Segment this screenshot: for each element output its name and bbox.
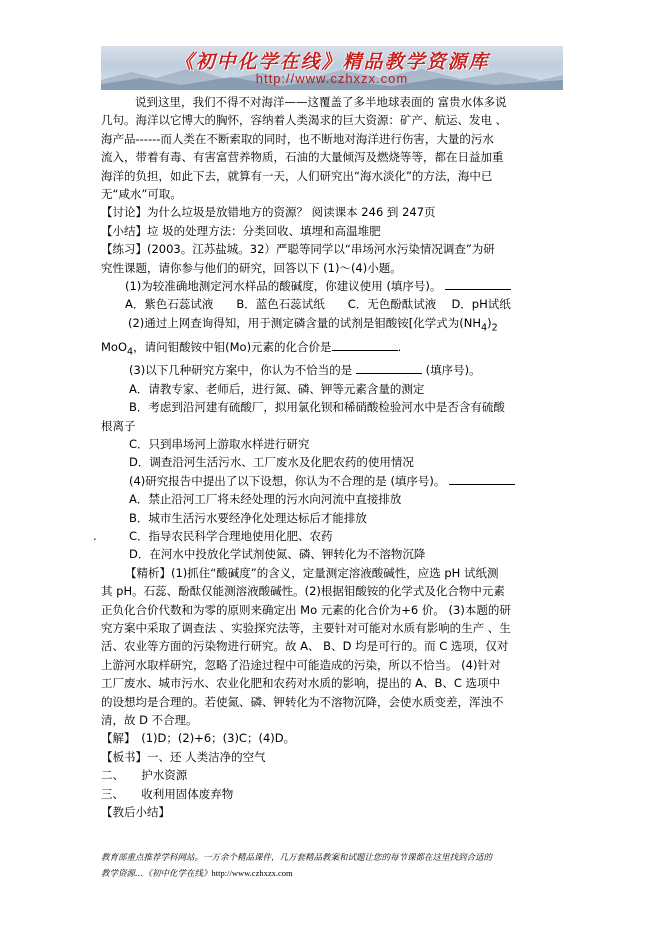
board-line: 二、 护水资源 [101, 768, 188, 783]
paragraph-line: 无“咸水”可取。 [101, 187, 182, 202]
answer-line: 【解】 (1)D；(2)+6；(3)C；(4)D。 [101, 731, 296, 746]
question-3-option: B．考虑到沿河建有硫酸厂，拟用氯化钡和稀硝酸检验河水中是否含有硫酸 [129, 400, 505, 415]
analysis-line: 活、农业等方面的污染物进行研究。故 A、 B、D 均是可行的。而 C 选项，仅对 [101, 639, 509, 654]
question-1-options: A．紫色石蕊试液 B．蓝色石蕊试纸 C．无色酚酞试液 D．pH试纸 [125, 297, 511, 312]
question-3-option: D．调查沿河生活污水、工厂废水及化肥农药的使用情况 [129, 455, 414, 470]
question-4-stem: (4)研究报告中提出了以下设想，你认为不合理的是 (填序号)。 [101, 472, 567, 490]
board-line: 【教后小结】 [101, 805, 170, 820]
analysis-line: 究方案中采取了调查法 、实验探究法等，主要针对可能对水质有影响的生产 、生 [101, 620, 511, 635]
question-2-line: MoO$_4$，请问钼酸铵中钼(Mo)元素的化合价是 . [101, 339, 402, 357]
summary-line: 【小结】垃 圾的处理方法：分类回收、填埋和高温堆肥 [101, 223, 381, 238]
paragraph-line: 海洋的负担，如此下去，就算有一天，人们研究出“海水淡化”的方法，海中已 [101, 168, 493, 183]
question-3-option: 根离子 [101, 418, 136, 433]
paragraph-line: 说到这里，我们不得不对海洋——这覆盖了多半地球表面的 富贵水体多说 [135, 95, 507, 109]
question-3-option: A．请教专家、老师后，进行氮、磷、钾等元素含量的测定 [129, 381, 425, 396]
analysis-line: 【精析】(1)抓住“酸碱度”的含义，定量测定溶液酸碱性，应选 pH 试纸测 [125, 565, 499, 580]
question-4-option: D．在河水中投放化学试剂使氮、磷、钾转化为不溶物沉降 [129, 547, 426, 562]
answer-blank [445, 277, 511, 290]
exercise-line: 【练习】(2003。江苏盐城。32）严聪等同学以“串场河水污染情况调查”为研 [101, 242, 495, 257]
question-4-option: A．禁止沿河工厂将未经处理的污水向河流中直接排放 [129, 492, 402, 507]
analysis-line: 正负化合价代数和为零的原则来确定出 Mo 元素的化合价为+6 价。 (3)本题的研 [101, 602, 511, 617]
question-1-stem: (1)为较准确地测定河水样品的酸碱度，你建议使用 (填序号)。 [101, 277, 567, 295]
footer-line: 教学资源…《初中化学在线》http://www.czhxzx.com [101, 868, 293, 879]
analysis-line: 工厂废水、城市污水、农业化肥和农药对水质的影响，提出的 A、B、C 选项中 [101, 676, 501, 691]
footer-line: 教育部重点推荐学科网站。一万余个精品课件，几万套精品教案和试题让您的每节课都在这里找到合适的 [101, 853, 493, 863]
answer-blank [449, 472, 515, 485]
analysis-line: 清，故 D 不合理。 [101, 713, 198, 727]
lesson-content [93, 93, 567, 821]
site-banner [101, 46, 563, 90]
question-3-stem: (3)以下几种研究方案中，你认为不恰当的是 (填序号)。 [129, 363, 481, 378]
answer-blank [332, 338, 398, 351]
discussion-line: 【讨论】为什么垃圾是放错地方的资源？ 阅读课本 246 到 247页 [101, 205, 436, 220]
question-4-option: . C．指导农民科学合理地使用化肥、农药 [93, 528, 333, 543]
paragraph-line: 海产品------而人类在不断索取的同时，也不断地对海洋进行伤害，大量的污水 [101, 131, 494, 146]
analysis-line: 上游河水取样研究，忽略了沿途过程中可能造成的污染，所以不恰当。 (4)针对 [101, 657, 501, 672]
analysis-line: 其 pH。石蕊、酚酞仅能测溶液酸碱性。(2)根据钼酸铵的化学式及化合物中元素 [101, 584, 505, 599]
question-2-line: (2)通过上网查询得知，用于测定磷含量的试剂是钼酸铵[化学式为$(NH_4)_2$ [128, 315, 498, 334]
footer-url[interactable]: http://www.czhxzx.com [211, 868, 293, 878]
question-4-option: B．城市生活污水要经净化处理达标后才能排放 [129, 510, 367, 525]
question-3-option: C．只到串场河上游取水样进行研究 [129, 436, 310, 451]
analysis-line: 的设想均是合理的。若使氮、磷、钾转化为不溶物沉降，会使水质变差，浑浊不 [101, 694, 504, 709]
banner-url[interactable]: http://www.czhxzx.com [255, 71, 409, 86]
answer-blank [356, 361, 422, 374]
page-footer [101, 851, 571, 882]
board-line: 【板书】一、还 人类洁净的空气 [101, 749, 266, 764]
paragraph-line: 流入，带着有毒、有害富营养物质，石油的大量倾泻及燃烧等等，都在日益加重 [101, 150, 504, 165]
board-line: 三、 收利用固体废弃物 [101, 786, 234, 801]
banner-title: 《初中化学在线》精品教学资源库 [174, 51, 490, 73]
exercise-line: 究性课题，请你参与他们的研究，回答以下 (1)～(4)小题。 [101, 260, 402, 275]
paragraph-line: 几句。海洋以它博大的胸怀，容纳着人类渴求的巨大资源：矿产、航运、发电 、 [101, 113, 508, 128]
